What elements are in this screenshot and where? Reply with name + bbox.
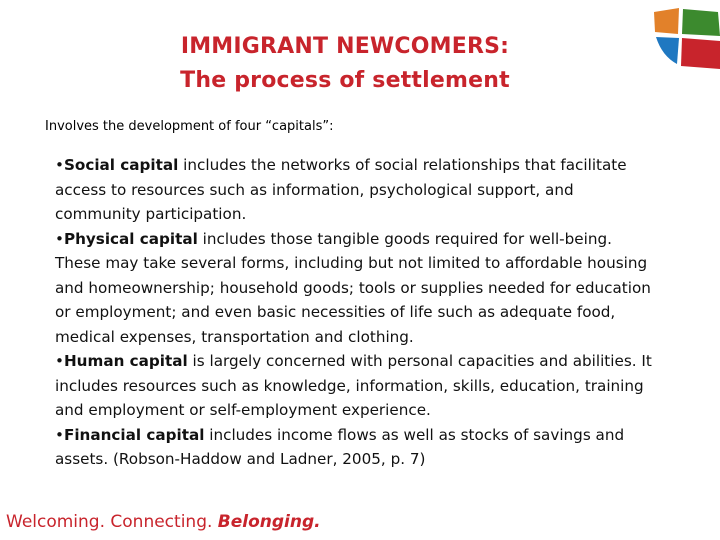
term-physical-capital: Physical capital [63, 229, 198, 248]
description-financial-capital: includes income flows as well as stocks of savings and assets. (Robson-Haddow and Ladner, 2005, p. 7) [55, 425, 625, 468]
description-social-capital: includes the networks of social relationships that facilitate access to resources such as information, psychological support, and community participation. [55, 156, 627, 223]
description-human-capital: is largely concerned with personal capacities and abilities. It includes resources such as knowledge, information, skills, education, training and employment or self-employment experience. [55, 352, 652, 419]
list-item-physical-capital [55, 227, 655, 350]
welcoming-communities-logo-icon [652, 6, 720, 76]
tagline-connecting: Connecting. [110, 512, 213, 532]
capitals-list [55, 153, 655, 472]
term-financial-capital: Financial capital [63, 425, 205, 444]
tagline-welcoming: Welcoming. [6, 512, 105, 532]
footer-tagline [6, 512, 321, 532]
logo-green-block [682, 9, 720, 36]
logo-blue-block [656, 37, 679, 64]
bullet-icon: • [55, 156, 64, 174]
term-social-capital: Social capital [63, 156, 179, 174]
title-line-2: The process of settlement [180, 68, 510, 93]
tagline-belonging: Belonging. [217, 512, 321, 532]
bullet-icon: • [55, 352, 64, 370]
logo-orange-block [654, 8, 679, 34]
title-line-1: IMMIGRANT NEWCOMERS: [180, 34, 510, 59]
list-item-social-capital [55, 153, 655, 227]
intro-text: Involves the development of four “capitals”: [45, 119, 334, 134]
list-item-financial-capital [55, 423, 655, 472]
bullet-icon: • [55, 229, 64, 248]
slide-title [0, 30, 690, 98]
bullet-icon: • [55, 425, 64, 444]
description-physical-capital: includes those tangible goods required for well-being. These may take several forms, including but not limited to affordable housing and homeownership; household goods; tools or supplies needed for education or employment; and even basic necessities of life such as adequate food, medical expenses, transportation and clothing. [55, 229, 651, 346]
logo-red-block [681, 38, 720, 69]
term-human-capital: Human capital [63, 352, 188, 370]
list-item-human-capital [55, 349, 655, 423]
